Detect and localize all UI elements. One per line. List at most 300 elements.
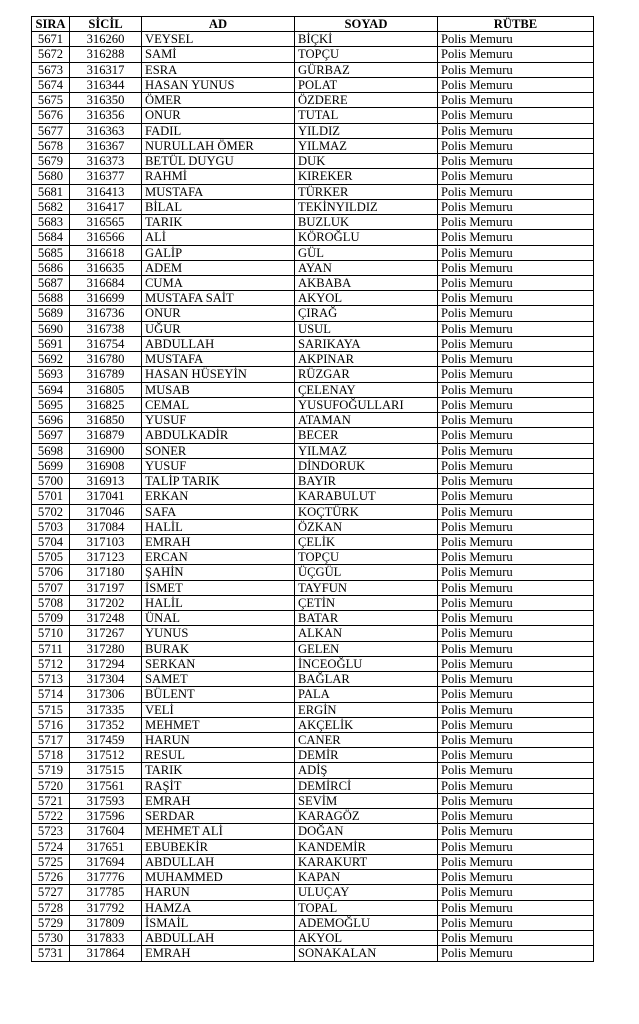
cell-sira: 5683 bbox=[32, 215, 70, 230]
cell-rutbe: Polis Memuru bbox=[438, 854, 594, 869]
cell-ad: İSMET bbox=[142, 580, 295, 595]
cell-rutbe: Polis Memuru bbox=[438, 778, 594, 793]
cell-sicil: 316825 bbox=[70, 397, 142, 412]
cell-sicil: 316618 bbox=[70, 245, 142, 260]
table-row bbox=[32, 672, 594, 687]
cell-soyad: DOĞAN bbox=[295, 824, 438, 839]
cell-ad: BETÜL DUYGU bbox=[142, 154, 295, 169]
cell-sira: 5672 bbox=[32, 47, 70, 62]
table-row bbox=[32, 534, 594, 549]
cell-sicil: 316260 bbox=[70, 32, 142, 47]
cell-ad: VEYSEL bbox=[142, 32, 295, 47]
table-row bbox=[32, 397, 594, 412]
cell-rutbe: Polis Memuru bbox=[438, 824, 594, 839]
table-row bbox=[32, 580, 594, 595]
cell-ad: EMRAH bbox=[142, 534, 295, 549]
cell-ad: ABDULLAH bbox=[142, 336, 295, 351]
cell-soyad: AKPINAR bbox=[295, 352, 438, 367]
cell-rutbe: Polis Memuru bbox=[438, 672, 594, 687]
cell-sira: 5702 bbox=[32, 504, 70, 519]
cell-ad: TARIK bbox=[142, 763, 295, 778]
cell-sicil: 317459 bbox=[70, 733, 142, 748]
cell-ad: MUSTAFA SAİT bbox=[142, 291, 295, 306]
cell-ad: YUSUF bbox=[142, 458, 295, 473]
table-row bbox=[32, 458, 594, 473]
table-row bbox=[32, 550, 594, 565]
cell-soyad: TUTAL bbox=[295, 108, 438, 123]
cell-soyad: SONAKALAN bbox=[295, 946, 438, 961]
cell-soyad: DİNDORUK bbox=[295, 458, 438, 473]
cell-soyad: TOPAL bbox=[295, 900, 438, 915]
table-row bbox=[32, 489, 594, 504]
table-row bbox=[32, 215, 594, 230]
cell-sira: 5688 bbox=[32, 291, 70, 306]
table-row bbox=[32, 336, 594, 351]
cell-soyad: ÖZDERE bbox=[295, 93, 438, 108]
table-row bbox=[32, 306, 594, 321]
cell-sira: 5679 bbox=[32, 154, 70, 169]
cell-soyad: BUZLUK bbox=[295, 215, 438, 230]
cell-sicil: 316413 bbox=[70, 184, 142, 199]
cell-ad: ERCAN bbox=[142, 550, 295, 565]
cell-sicil: 316900 bbox=[70, 443, 142, 458]
cell-ad: HASAN YUNUS bbox=[142, 77, 295, 92]
cell-rutbe: Polis Memuru bbox=[438, 428, 594, 443]
cell-soyad: GÜL bbox=[295, 245, 438, 260]
cell-rutbe: Polis Memuru bbox=[438, 687, 594, 702]
cell-ad: MUSTAFA bbox=[142, 184, 295, 199]
cell-rutbe: Polis Memuru bbox=[438, 291, 594, 306]
cell-sicil: 316913 bbox=[70, 474, 142, 489]
cell-ad: ABDULLAH bbox=[142, 931, 295, 946]
table-row bbox=[32, 154, 594, 169]
table-row bbox=[32, 687, 594, 702]
cell-soyad: SARIKAYA bbox=[295, 336, 438, 351]
cell-sira: 5671 bbox=[32, 32, 70, 47]
cell-sira: 5692 bbox=[32, 352, 70, 367]
cell-sicil: 316565 bbox=[70, 215, 142, 230]
cell-soyad: YILMAZ bbox=[295, 443, 438, 458]
cell-rutbe: Polis Memuru bbox=[438, 138, 594, 153]
cell-ad: ALİ bbox=[142, 230, 295, 245]
cell-soyad: GÜRBAZ bbox=[295, 62, 438, 77]
cell-sira: 5723 bbox=[32, 824, 70, 839]
table-row bbox=[32, 199, 594, 214]
cell-ad: ESRA bbox=[142, 62, 295, 77]
table-row bbox=[32, 443, 594, 458]
cell-sicil: 317084 bbox=[70, 519, 142, 534]
cell-soyad: ÖZKAN bbox=[295, 519, 438, 534]
cell-ad: HALİL bbox=[142, 595, 295, 610]
cell-sicil: 316699 bbox=[70, 291, 142, 306]
cell-rutbe: Polis Memuru bbox=[438, 169, 594, 184]
cell-sira: 5675 bbox=[32, 93, 70, 108]
cell-sicil: 317335 bbox=[70, 702, 142, 717]
cell-ad: ÖMER bbox=[142, 93, 295, 108]
cell-rutbe: Polis Memuru bbox=[438, 397, 594, 412]
cell-soyad: KARAGÖZ bbox=[295, 809, 438, 824]
cell-sira: 5717 bbox=[32, 733, 70, 748]
cell-sicil: 316350 bbox=[70, 93, 142, 108]
cell-sicil: 317776 bbox=[70, 870, 142, 885]
table-row bbox=[32, 793, 594, 808]
cell-rutbe: Polis Memuru bbox=[438, 946, 594, 961]
table-row bbox=[32, 367, 594, 382]
cell-sira: 5704 bbox=[32, 534, 70, 549]
cell-ad: GALİP bbox=[142, 245, 295, 260]
cell-sicil: 317267 bbox=[70, 626, 142, 641]
cell-sicil: 316317 bbox=[70, 62, 142, 77]
cell-sicil: 317041 bbox=[70, 489, 142, 504]
cell-sira: 5691 bbox=[32, 336, 70, 351]
cell-rutbe: Polis Memuru bbox=[438, 839, 594, 854]
cell-ad: ADEM bbox=[142, 260, 295, 275]
table-row bbox=[32, 321, 594, 336]
cell-soyad: ÇIRAĞ bbox=[295, 306, 438, 321]
cell-rutbe: Polis Memuru bbox=[438, 154, 594, 169]
cell-ad: HARUN bbox=[142, 885, 295, 900]
table-row bbox=[32, 184, 594, 199]
cell-rutbe: Polis Memuru bbox=[438, 215, 594, 230]
cell-sira: 5686 bbox=[32, 260, 70, 275]
table-row bbox=[32, 900, 594, 915]
cell-sicil: 317280 bbox=[70, 641, 142, 656]
cell-sicil: 317604 bbox=[70, 824, 142, 839]
cell-sicil: 317202 bbox=[70, 595, 142, 610]
cell-sira: 5718 bbox=[32, 748, 70, 763]
cell-soyad: CANER bbox=[295, 733, 438, 748]
cell-sicil: 317809 bbox=[70, 915, 142, 930]
cell-rutbe: Polis Memuru bbox=[438, 458, 594, 473]
cell-soyad: AKYOL bbox=[295, 291, 438, 306]
cell-rutbe: Polis Memuru bbox=[438, 763, 594, 778]
cell-rutbe: Polis Memuru bbox=[438, 793, 594, 808]
cell-ad: TALİP TARIK bbox=[142, 474, 295, 489]
cell-sicil: 316879 bbox=[70, 428, 142, 443]
cell-sira: 5681 bbox=[32, 184, 70, 199]
cell-ad: RAŞİT bbox=[142, 778, 295, 793]
cell-ad: HAMZA bbox=[142, 900, 295, 915]
cell-sira: 5693 bbox=[32, 367, 70, 382]
cell-sira: 5700 bbox=[32, 474, 70, 489]
cell-sicil: 317785 bbox=[70, 885, 142, 900]
header-row bbox=[32, 17, 594, 32]
cell-sicil: 317197 bbox=[70, 580, 142, 595]
table-body bbox=[32, 32, 594, 961]
cell-ad: SERKAN bbox=[142, 656, 295, 671]
cell-sira: 5698 bbox=[32, 443, 70, 458]
cell-sira: 5710 bbox=[32, 626, 70, 641]
cell-rutbe: Polis Memuru bbox=[438, 748, 594, 763]
cell-ad: YUNUS bbox=[142, 626, 295, 641]
cell-soyad: ATAMAN bbox=[295, 413, 438, 428]
cell-sicil: 317515 bbox=[70, 763, 142, 778]
cell-sira: 5689 bbox=[32, 306, 70, 321]
cell-sira: 5724 bbox=[32, 839, 70, 854]
cell-sicil: 317864 bbox=[70, 946, 142, 961]
table-row bbox=[32, 870, 594, 885]
cell-soyad: TEKİNYILDIZ bbox=[295, 199, 438, 214]
cell-soyad: BATAR bbox=[295, 611, 438, 626]
table-row bbox=[32, 32, 594, 47]
cell-soyad: TÜRKER bbox=[295, 184, 438, 199]
cell-rutbe: Polis Memuru bbox=[438, 641, 594, 656]
cell-sicil: 317651 bbox=[70, 839, 142, 854]
cell-sira: 5719 bbox=[32, 763, 70, 778]
table-row bbox=[32, 748, 594, 763]
cell-ad: SONER bbox=[142, 443, 295, 458]
cell-soyad: ÇETİN bbox=[295, 595, 438, 610]
cell-ad: UĞUR bbox=[142, 321, 295, 336]
cell-sira: 5727 bbox=[32, 885, 70, 900]
cell-sicil: 316908 bbox=[70, 458, 142, 473]
table-row bbox=[32, 946, 594, 961]
cell-soyad: TOPÇU bbox=[295, 550, 438, 565]
cell-sicil: 317180 bbox=[70, 565, 142, 580]
cell-rutbe: Polis Memuru bbox=[438, 443, 594, 458]
cell-soyad: GELEN bbox=[295, 641, 438, 656]
cell-rutbe: Polis Memuru bbox=[438, 336, 594, 351]
cell-sira: 5678 bbox=[32, 138, 70, 153]
cell-soyad: KAPAN bbox=[295, 870, 438, 885]
cell-ad: İSMAİL bbox=[142, 915, 295, 930]
cell-rutbe: Polis Memuru bbox=[438, 580, 594, 595]
cell-soyad: KIREKER bbox=[295, 169, 438, 184]
cell-sira: 5703 bbox=[32, 519, 70, 534]
cell-rutbe: Polis Memuru bbox=[438, 306, 594, 321]
cell-sira: 5708 bbox=[32, 595, 70, 610]
cell-rutbe: Polis Memuru bbox=[438, 565, 594, 580]
cell-ad: BURAK bbox=[142, 641, 295, 656]
cell-sira: 5711 bbox=[32, 641, 70, 656]
cell-sira: 5694 bbox=[32, 382, 70, 397]
cell-sicil: 316780 bbox=[70, 352, 142, 367]
cell-sira: 5712 bbox=[32, 656, 70, 671]
cell-sicil: 317103 bbox=[70, 534, 142, 549]
cell-sira: 5682 bbox=[32, 199, 70, 214]
table-row bbox=[32, 77, 594, 92]
cell-soyad: KÖROĞLU bbox=[295, 230, 438, 245]
cell-sicil: 316344 bbox=[70, 77, 142, 92]
cell-rutbe: Polis Memuru bbox=[438, 595, 594, 610]
cell-sira: 5687 bbox=[32, 275, 70, 290]
cell-ad: MUHAMMED bbox=[142, 870, 295, 885]
cell-sira: 5680 bbox=[32, 169, 70, 184]
table-row bbox=[32, 382, 594, 397]
cell-ad: HASAN HÜSEYİN bbox=[142, 367, 295, 382]
cell-sira: 5705 bbox=[32, 550, 70, 565]
cell-rutbe: Polis Memuru bbox=[438, 626, 594, 641]
cell-sira: 5697 bbox=[32, 428, 70, 443]
cell-rutbe: Polis Memuru bbox=[438, 733, 594, 748]
cell-ad: FADIL bbox=[142, 123, 295, 138]
table-row bbox=[32, 763, 594, 778]
cell-sicil: 316736 bbox=[70, 306, 142, 321]
cell-soyad: SEVİM bbox=[295, 793, 438, 808]
table-row bbox=[32, 519, 594, 534]
cell-rutbe: Polis Memuru bbox=[438, 93, 594, 108]
cell-rutbe: Polis Memuru bbox=[438, 931, 594, 946]
table-row bbox=[32, 504, 594, 519]
cell-sicil: 316635 bbox=[70, 260, 142, 275]
cell-rutbe: Polis Memuru bbox=[438, 184, 594, 199]
cell-sira: 5674 bbox=[32, 77, 70, 92]
header-soyad: SOYAD bbox=[295, 17, 438, 32]
cell-sira: 5722 bbox=[32, 809, 70, 824]
cell-ad: RESUL bbox=[142, 748, 295, 763]
cell-ad: MUSTAFA bbox=[142, 352, 295, 367]
cell-sira: 5721 bbox=[32, 793, 70, 808]
cell-ad: ÜNAL bbox=[142, 611, 295, 626]
cell-soyad: KANDEMİR bbox=[295, 839, 438, 854]
cell-sicil: 317046 bbox=[70, 504, 142, 519]
cell-sira: 5715 bbox=[32, 702, 70, 717]
cell-soyad: AKYOL bbox=[295, 931, 438, 946]
cell-soyad: TAYFUN bbox=[295, 580, 438, 595]
cell-ad: ONUR bbox=[142, 306, 295, 321]
table-row bbox=[32, 626, 594, 641]
cell-rutbe: Polis Memuru bbox=[438, 352, 594, 367]
table-row bbox=[32, 138, 594, 153]
cell-sira: 5676 bbox=[32, 108, 70, 123]
cell-sicil: 317561 bbox=[70, 778, 142, 793]
cell-soyad: RÜZGAR bbox=[295, 367, 438, 382]
cell-ad: RAHMİ bbox=[142, 169, 295, 184]
cell-sicil: 316377 bbox=[70, 169, 142, 184]
cell-sira: 5725 bbox=[32, 854, 70, 869]
cell-sicil: 317248 bbox=[70, 611, 142, 626]
cell-soyad: ALKAN bbox=[295, 626, 438, 641]
cell-sira: 5695 bbox=[32, 397, 70, 412]
table-row bbox=[32, 885, 594, 900]
cell-ad: MEHMET bbox=[142, 717, 295, 732]
table-row bbox=[32, 428, 594, 443]
cell-soyad: YILDIZ bbox=[295, 123, 438, 138]
table-row bbox=[32, 915, 594, 930]
cell-sicil: 317593 bbox=[70, 793, 142, 808]
cell-rutbe: Polis Memuru bbox=[438, 367, 594, 382]
cell-ad: EMRAH bbox=[142, 793, 295, 808]
cell-sira: 5720 bbox=[32, 778, 70, 793]
cell-rutbe: Polis Memuru bbox=[438, 809, 594, 824]
table-row bbox=[32, 47, 594, 62]
cell-soyad: BİÇKİ bbox=[295, 32, 438, 47]
cell-rutbe: Polis Memuru bbox=[438, 32, 594, 47]
cell-ad: HALİL bbox=[142, 519, 295, 534]
cell-rutbe: Polis Memuru bbox=[438, 77, 594, 92]
table-row bbox=[32, 230, 594, 245]
cell-ad: VELİ bbox=[142, 702, 295, 717]
cell-sicil: 317833 bbox=[70, 931, 142, 946]
cell-soyad: DEMİRCİ bbox=[295, 778, 438, 793]
cell-ad: TARIK bbox=[142, 215, 295, 230]
cell-rutbe: Polis Memuru bbox=[438, 62, 594, 77]
cell-soyad: USUL bbox=[295, 321, 438, 336]
cell-ad: EBUBEKİR bbox=[142, 839, 295, 854]
cell-sicil: 316789 bbox=[70, 367, 142, 382]
cell-rutbe: Polis Memuru bbox=[438, 275, 594, 290]
table-row bbox=[32, 809, 594, 824]
table-row bbox=[32, 824, 594, 839]
table-row bbox=[32, 245, 594, 260]
cell-ad: EMRAH bbox=[142, 946, 295, 961]
cell-sira: 5731 bbox=[32, 946, 70, 961]
cell-sicil: 317512 bbox=[70, 748, 142, 763]
cell-rutbe: Polis Memuru bbox=[438, 656, 594, 671]
cell-soyad: YUSUFOĞULLARI bbox=[295, 397, 438, 412]
cell-sira: 5728 bbox=[32, 900, 70, 915]
cell-soyad: DUK bbox=[295, 154, 438, 169]
cell-ad: SAFA bbox=[142, 504, 295, 519]
cell-soyad: BAĞLAR bbox=[295, 672, 438, 687]
cell-sicil: 316373 bbox=[70, 154, 142, 169]
cell-rutbe: Polis Memuru bbox=[438, 870, 594, 885]
cell-ad: ABDULLAH bbox=[142, 854, 295, 869]
table-row bbox=[32, 352, 594, 367]
cell-ad: NURULLAH ÖMER bbox=[142, 138, 295, 153]
cell-ad: ONUR bbox=[142, 108, 295, 123]
header-sicil: SİCİL bbox=[70, 17, 142, 32]
cell-ad: SERDAR bbox=[142, 809, 295, 824]
cell-soyad: AKBABA bbox=[295, 275, 438, 290]
table-header bbox=[32, 17, 594, 32]
cell-soyad: BAYIR bbox=[295, 474, 438, 489]
cell-sicil: 317694 bbox=[70, 854, 142, 869]
cell-soyad: ÇELİK bbox=[295, 534, 438, 549]
cell-sira: 5716 bbox=[32, 717, 70, 732]
cell-sicil: 316850 bbox=[70, 413, 142, 428]
cell-rutbe: Polis Memuru bbox=[438, 550, 594, 565]
cell-soyad: YILMAZ bbox=[295, 138, 438, 153]
table-row bbox=[32, 733, 594, 748]
cell-ad: ŞAHİN bbox=[142, 565, 295, 580]
cell-sicil: 317792 bbox=[70, 900, 142, 915]
table-row bbox=[32, 595, 594, 610]
cell-rutbe: Polis Memuru bbox=[438, 123, 594, 138]
table-row bbox=[32, 611, 594, 626]
table-row bbox=[32, 62, 594, 77]
cell-rutbe: Polis Memuru bbox=[438, 489, 594, 504]
cell-sira: 5706 bbox=[32, 565, 70, 580]
cell-rutbe: Polis Memuru bbox=[438, 47, 594, 62]
cell-sira: 5673 bbox=[32, 62, 70, 77]
cell-rutbe: Polis Memuru bbox=[438, 534, 594, 549]
cell-sira: 5707 bbox=[32, 580, 70, 595]
table-row bbox=[32, 931, 594, 946]
cell-soyad: PALA bbox=[295, 687, 438, 702]
cell-sicil: 316684 bbox=[70, 275, 142, 290]
cell-rutbe: Polis Memuru bbox=[438, 519, 594, 534]
cell-sicil: 317352 bbox=[70, 717, 142, 732]
cell-ad: MEHMET ALİ bbox=[142, 824, 295, 839]
header-ad: AD bbox=[142, 17, 295, 32]
table-row bbox=[32, 413, 594, 428]
cell-rutbe: Polis Memuru bbox=[438, 108, 594, 123]
cell-sira: 5701 bbox=[32, 489, 70, 504]
cell-rutbe: Polis Memuru bbox=[438, 474, 594, 489]
cell-ad: CEMAL bbox=[142, 397, 295, 412]
table-row bbox=[32, 123, 594, 138]
cell-soyad: AYAN bbox=[295, 260, 438, 275]
cell-sira: 5729 bbox=[32, 915, 70, 930]
table-row bbox=[32, 474, 594, 489]
cell-soyad: KARAKURT bbox=[295, 854, 438, 869]
cell-soyad: ERGİN bbox=[295, 702, 438, 717]
cell-sira: 5677 bbox=[32, 123, 70, 138]
cell-soyad: KARABULUT bbox=[295, 489, 438, 504]
cell-ad: HARUN bbox=[142, 733, 295, 748]
cell-sicil: 317306 bbox=[70, 687, 142, 702]
